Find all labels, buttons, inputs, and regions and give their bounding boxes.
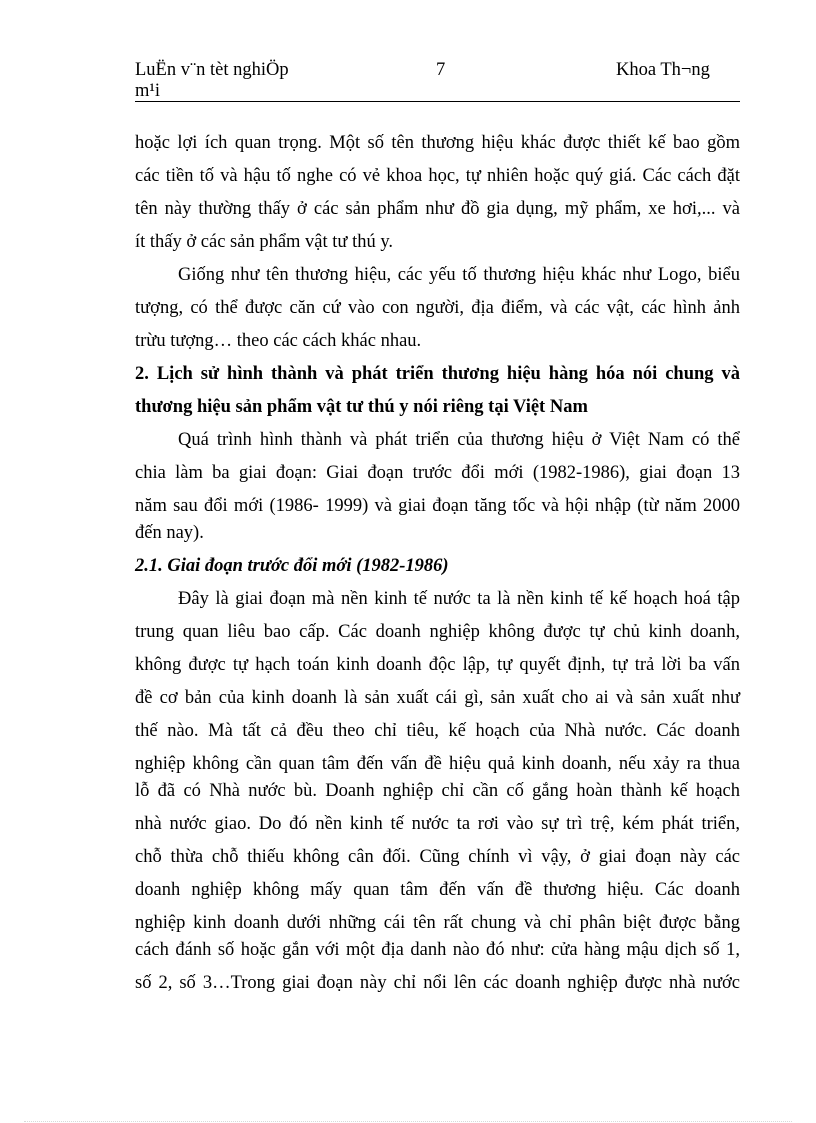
header-left-line1: LuËn v¨n tèt nghiÖp	[135, 60, 289, 80]
page-number: 7	[436, 60, 446, 80]
text-line: các tiền tố và hậu tố nghe có vẻ khoa học, tự nhiên hoặc quý giá. Các cách đặt	[135, 166, 740, 186]
header-rule	[135, 101, 740, 102]
text-line: trừu tượng… theo các cách khác nhau.	[135, 331, 422, 351]
text-line: Quá trình hình thành và phát triển của thương hiệu ở Việt Nam có thể	[178, 430, 740, 450]
section-heading: thương hiệu sản phẩm vật tư thú y nói riêng tại Việt Nam	[135, 397, 588, 417]
text-line: Đây là giai đoạn mà nền kinh tế nước ta là nền kinh tế kế hoạch hoá tập	[178, 589, 740, 609]
text-line: số 2, số 3…Trong giai đoạn này chỉ nổi lên các doanh nghiệp được nhà nước	[135, 973, 740, 993]
section-heading: 2. Lịch sử hình thành và phát triển thương hiệu hàng hóa nói chung và	[135, 364, 740, 384]
text-line: thế nào. Mà tất cả đều theo chỉ tiêu, kế hoạch của Nhà nước. Các doanh	[135, 721, 740, 741]
subsection-heading: 2.1. Giai đoạn trước đổi mới (1982-1986)	[135, 556, 449, 576]
text-line: cách đánh số hoặc gắn với một địa danh nào đó như: cửa hàng mậu dịch số 1,	[135, 940, 740, 960]
text-line: không được tự hạch toán kinh doanh độc lập, tự quyết định, tự trả lời ba vấn	[135, 655, 740, 675]
text-line: đến nay).	[135, 523, 204, 543]
text-line: hoặc lợi ích quan trọng. Một số tên thương hiệu khác được thiết kế bao gồm	[135, 133, 740, 153]
text-line: chia làm ba giai đoạn: Giai đoạn trước đổi mới (1982-1986), giai đoạn 13	[135, 463, 740, 483]
header-left-line2: m¹i	[135, 81, 161, 101]
text-line: nhà nước giao. Do đó nền kinh tế nước ta rơi vào sự trì trệ, kém phát triển,	[135, 814, 740, 834]
text-line: ít thấy ở các sản phẩm vật tư thú y.	[135, 232, 394, 252]
text-line: nghiệp không cần quan tâm đến vấn đề hiệu quả kinh doanh, nếu xảy ra thua	[135, 754, 740, 774]
text-line: nghiệp kinh doanh dưới những cái tên rất chung và chỉ phân biệt được bằng	[135, 913, 740, 933]
text-line: trung quan liêu bao cấp. Các doanh nghiệp không được tự chủ kinh doanh,	[135, 622, 740, 642]
page-bottom-border	[24, 1121, 792, 1122]
text-line: đề cơ bản của kinh doanh là sản xuất cái gì, sản xuất cho ai và sản xuất như	[135, 688, 740, 708]
text-line: năm sau đổi mới (1986- 1999) và giai đoạn tăng tốc và hội nhập (từ năm 2000	[135, 496, 740, 516]
text-line: tên này thường thấy ở các sản phẩm như đồ gia dụng, mỹ phẩm, xe hơi,... và	[135, 199, 740, 219]
text-line: lỗ đã có Nhà nước bù. Doanh nghiệp chỉ cần cố gắng hoàn thành kế hoạch	[135, 781, 740, 801]
text-line: Giống như tên thương hiệu, các yếu tố thương hiệu khác như Logo, biểu	[178, 265, 740, 285]
text-line: doanh nghiệp không mấy quan tâm đến vấn đề thương hiệu. Các doanh	[135, 880, 740, 900]
text-line: chỗ thừa chỗ thiếu không cân đối. Cũng chính vì vậy, ở giai đoạn này các	[135, 847, 740, 867]
text-line: tượng, có thể được căn cứ vào con người, địa điểm, và các vật, các hình ảnh	[135, 298, 740, 318]
header-right: Khoa Th¬ng	[616, 60, 710, 80]
